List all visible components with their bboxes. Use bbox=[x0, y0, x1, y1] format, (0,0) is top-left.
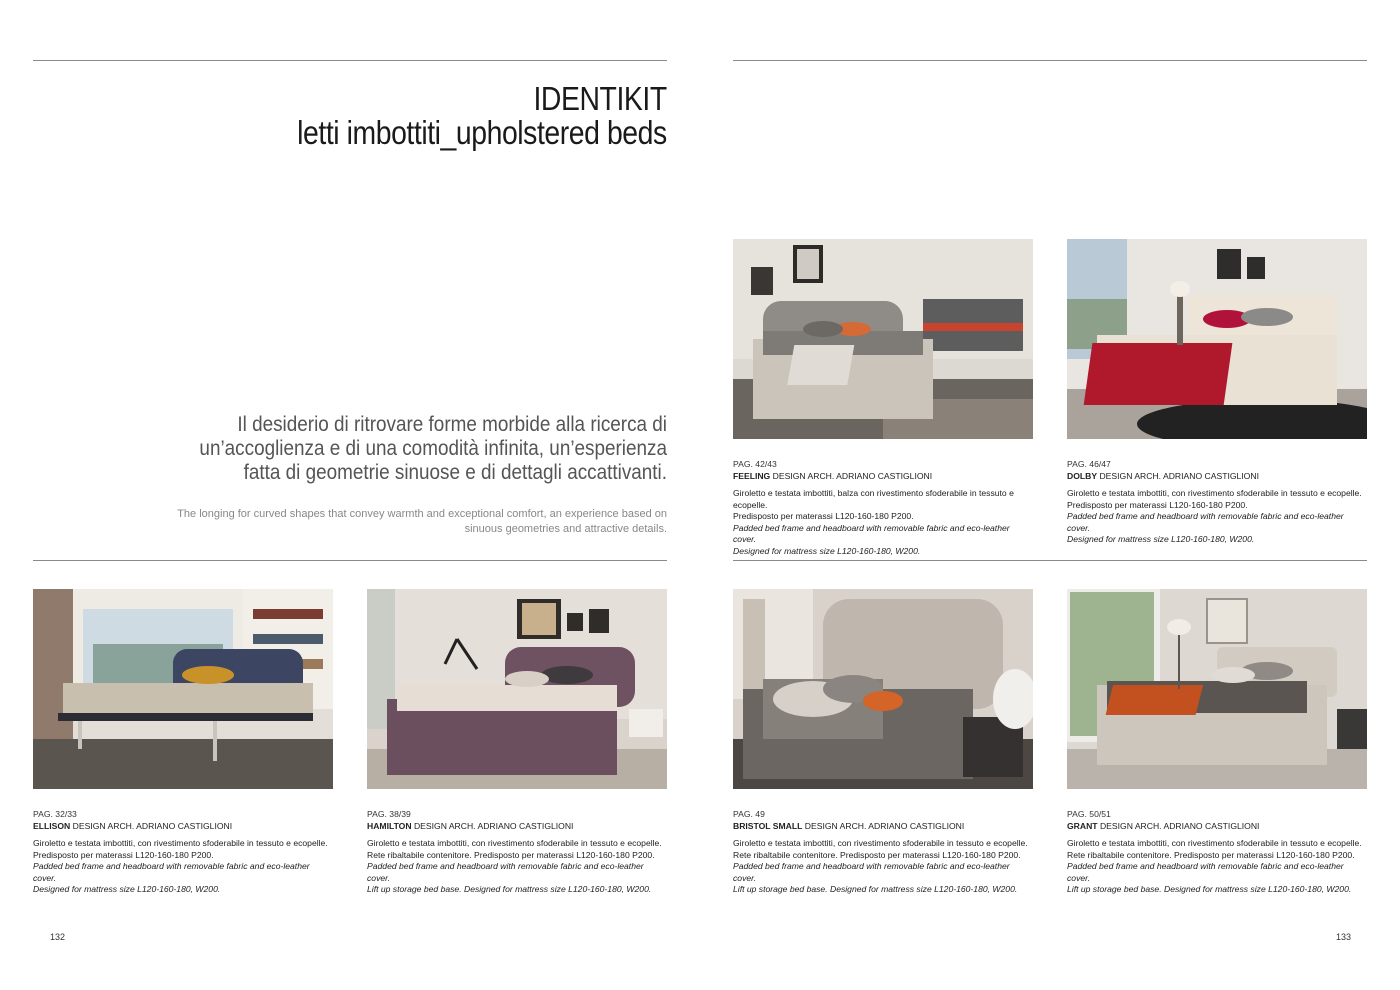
top-rule-right bbox=[733, 60, 1367, 61]
desc-en-line1: Padded bed frame and headboard with removable fabric and eco-leather cover. bbox=[367, 861, 644, 883]
product-name: ELLISON bbox=[33, 820, 71, 831]
mid-rule-left bbox=[33, 560, 667, 561]
page-title bbox=[297, 82, 667, 150]
product-card-ellison bbox=[33, 589, 333, 896]
page-ref: PAG. 32/33 bbox=[33, 809, 77, 819]
page-ref: PAG. 49 bbox=[733, 809, 765, 819]
product-caption-ellison bbox=[33, 809, 333, 896]
desc-it-line1: Giroletto e testata imbottiti, con rivestimento sfoderabile in tessuto e ecopelle. bbox=[1067, 488, 1362, 498]
desc-it-line2: Predisposto per materassi L120-160-180 P200. bbox=[733, 511, 914, 521]
desc-it-line1: Giroletto e testata imbottiti, con rivestimento sfoderabile in tessuto e ecopelle. bbox=[1067, 838, 1362, 848]
title-subtitle: letti imbottiti_upholstered beds bbox=[297, 114, 667, 151]
desc-en-line1: Padded bed frame and headboard with removable fabric and eco-leather cover. bbox=[1067, 861, 1344, 883]
product-card-feeling bbox=[733, 239, 1033, 557]
intro-italian: Il desiderio di ritrovare forme morbide alla ricerca di un’accoglienza e di una comodità infinita, un’esperienza fatta di geometrie sinuose e di dettagli accattivanti. bbox=[199, 413, 667, 484]
page-number-left: 132 bbox=[50, 932, 66, 942]
designer: DESIGN ARCH. ADRIANO CASTIGLIONI bbox=[772, 470, 933, 481]
product-name: BRISTOL SMALL bbox=[733, 820, 803, 831]
product-photo-bristol-small bbox=[733, 589, 1033, 789]
designer: DESIGN ARCH. ADRIANO CASTIGLIONI bbox=[804, 820, 965, 831]
product-name: HAMILTON bbox=[367, 820, 412, 831]
desc-en-line2: Designed for mattress size L120-160-180, W200. bbox=[1067, 534, 1255, 544]
desc-en-line1: Padded bed frame and headboard with removable fabric and eco-leather cover. bbox=[733, 522, 1010, 544]
product-card-hamilton bbox=[367, 589, 667, 896]
product-caption-dolby bbox=[1067, 459, 1367, 546]
desc-it-line2: Rete ribaltabile contenitore. Predisposto per materassi L120-160-180 P200. bbox=[367, 849, 655, 860]
desc-it-line2: Predisposto per materassi L120-160-180 P200. bbox=[1067, 499, 1248, 510]
desc-en-line2: Lift up storage bed base. Designed for mattress size L120-160-180, W200. bbox=[1067, 884, 1352, 894]
designer: DESIGN ARCH. ADRIANO CASTIGLIONI bbox=[72, 820, 233, 831]
desc-it-line1: Giroletto e testata imbottiti, con rivestimento sfoderabile in tessuto e ecopelle. bbox=[367, 838, 662, 848]
product-caption-grant bbox=[1067, 809, 1367, 896]
product-name: GRANT bbox=[1067, 820, 1098, 831]
desc-en-line2: Lift up storage bed base. Designed for mattress size L120-160-180, W200. bbox=[367, 884, 652, 894]
product-photo-feeling bbox=[733, 239, 1033, 439]
product-name: DOLBY bbox=[1067, 470, 1098, 481]
product-card-grant bbox=[1067, 589, 1367, 896]
desc-it-line1: Giroletto e testata imbottiti, balza con rivestimento sfoderabile in tessuto e ecopelle. bbox=[733, 488, 1014, 510]
desc-it-line1: Giroletto e testata imbottiti, con rivestimento sfoderabile in tessuto e ecopelle. bbox=[733, 838, 1028, 848]
product-caption-feeling bbox=[733, 459, 1033, 557]
desc-it-line2: Rete ribaltabile contenitore. Predisposto per materassi L120-160-180 P200. bbox=[1067, 849, 1355, 860]
page-ref: PAG. 42/43 bbox=[733, 459, 777, 469]
desc-en-line1: Padded bed frame and headboard with removable fabric and eco-leather cover. bbox=[33, 861, 310, 883]
designer: DESIGN ARCH. ADRIANO CASTIGLIONI bbox=[1099, 470, 1259, 481]
desc-en-line1: Padded bed frame and headboard with removable fabric and eco-leather cover. bbox=[1067, 511, 1344, 533]
title-identikit: IDENTIKIT bbox=[533, 80, 667, 117]
mid-rule-right bbox=[733, 560, 1367, 561]
product-caption-bristol-small bbox=[733, 809, 1033, 896]
desc-en-line2: Designed for mattress size L120-160-180, W200. bbox=[733, 545, 921, 556]
product-photo-ellison bbox=[33, 589, 333, 789]
product-caption-hamilton bbox=[367, 809, 667, 896]
intro-english: The longing for curved shapes that convey warmth and exceptional comfort, an experience based on sinuous geometries and attractive details. bbox=[177, 508, 667, 535]
desc-it-line2: Predisposto per materassi L120-160-180 P200. bbox=[33, 849, 214, 860]
desc-en-line1: Padded bed frame and headboard with removable fabric and eco-leather cover. bbox=[733, 861, 1010, 883]
page-ref: PAG. 50/51 bbox=[1067, 809, 1111, 819]
product-card-bristol-small bbox=[733, 589, 1033, 896]
product-photo-dolby bbox=[1067, 239, 1367, 439]
desc-it-line2: Rete ribaltabile contenitore. Predisposto per materassi L120-160-180 P200. bbox=[733, 849, 1021, 860]
page-number-right: 133 bbox=[1336, 932, 1352, 942]
page-ref: PAG. 38/39 bbox=[367, 809, 411, 819]
product-photo-hamilton bbox=[367, 589, 667, 789]
product-name: FEELING bbox=[733, 470, 771, 481]
page-ref: PAG. 46/47 bbox=[1067, 459, 1111, 469]
top-rule-left bbox=[33, 60, 667, 61]
designer: DESIGN ARCH. ADRIANO CASTIGLIONI bbox=[1099, 820, 1260, 831]
product-card-dolby bbox=[1067, 239, 1367, 546]
desc-en-line2: Designed for mattress size L120-160-180, W200. bbox=[33, 884, 221, 894]
product-photo-grant bbox=[1067, 589, 1367, 789]
desc-en-line2: Lift up storage bed base. Designed for mattress size L120-160-180, W200. bbox=[733, 884, 1018, 894]
desc-it-line1: Giroletto e testata imbottiti, con rivestimento sfoderabile in tessuto e ecopelle. bbox=[33, 838, 328, 848]
designer: DESIGN ARCH. ADRIANO CASTIGLIONI bbox=[413, 820, 574, 831]
